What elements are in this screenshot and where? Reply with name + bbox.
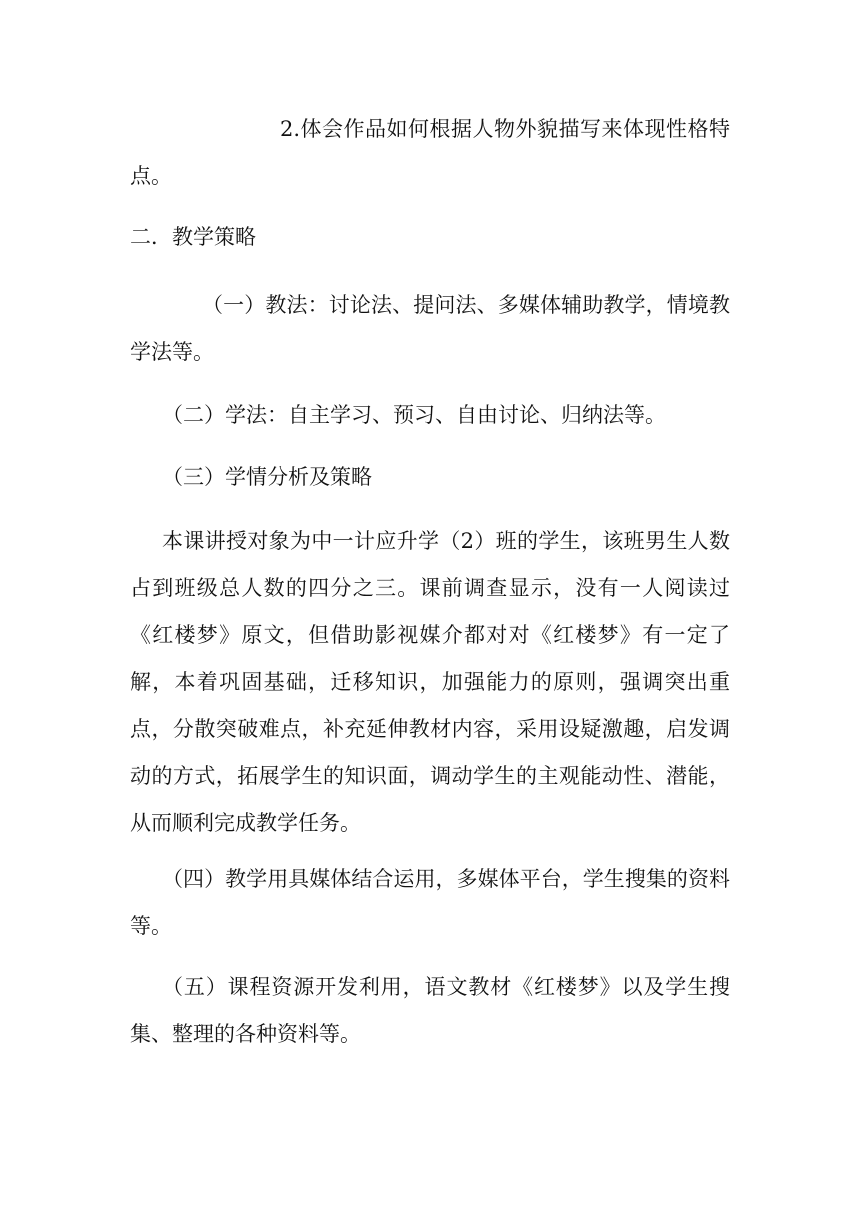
teaching-goal-2: 2.体会作品如何根据人物外貌描写来体现性格特点。: [130, 117, 730, 188]
teaching-method-paragraph: （一）教法：讨论法、提问法、多媒体辅助教学，情境教学法等。: [130, 293, 730, 364]
learning-method-paragraph: （二）学法：自主学习、预习、自由讨论、归纳法等。: [162, 403, 666, 427]
student-analysis-heading: （三）学情分析及策略: [162, 465, 372, 489]
student-analysis-paragraph: 本课讲授对象为中一计应升学（2）班的学生，该班男生人数占到班级总人数的四分之三。课前调查显示，没有一人阅读过《红楼梦》原文，但借助影视媒介都对对《红楼梦》有一定了解，本着巩固基础，迁移知识，加强能力的原则，强调突出重点，分散突破难点，补充延伸教材内容，采用设疑激趣，启发调动的方式，拓展学生的知识面，调动学生的主观能动性、潜能，从而顺利完成教学任务。: [130, 529, 730, 835]
course-resources-paragraph: （五）课程资源开发利用，语文教材《红楼梦》以及学生搜集、整理的各种资料等。: [130, 975, 730, 1046]
teaching-tools-paragraph: （四）教学用具媒体结合运用，多媒体平台，学生搜集的资料等。: [130, 867, 730, 938]
section-heading-teaching-strategy: 二．教学策略: [130, 225, 256, 249]
